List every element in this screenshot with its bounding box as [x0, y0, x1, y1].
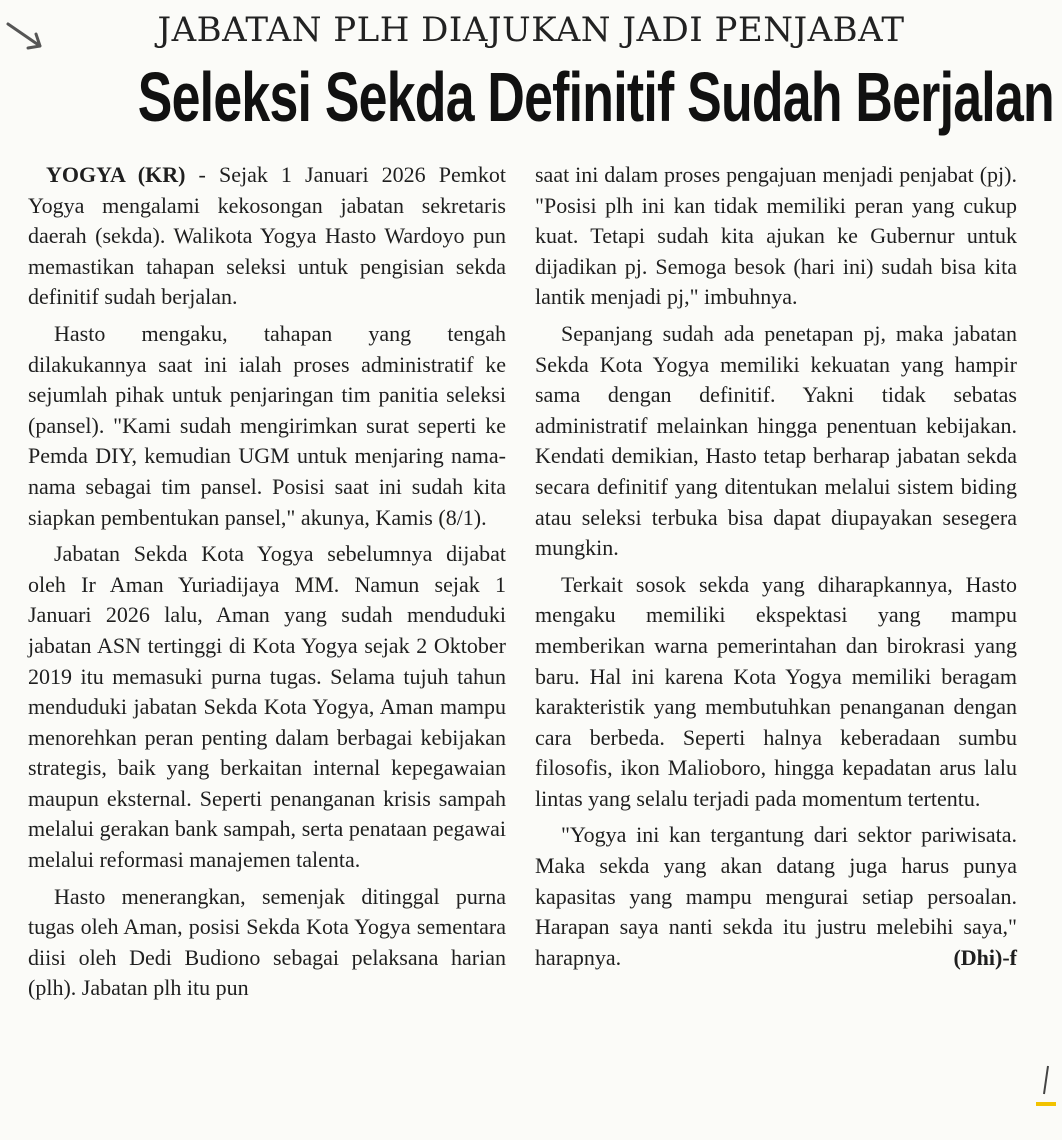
pen-stroke-icon: [1034, 1064, 1056, 1108]
paragraph-text: - Sejak 1 Januari 2026 Pemkot Yogya mengalami kekosongan jabatan sekretaris daerah (sekda). Walikota Yogya Hasto Wardoyo pun memastikan tahapan seleksi untuk pengisian sekda definitif sudah berjalan.: [28, 162, 506, 310]
paragraph: [28, 160, 506, 313]
paragraph: Sepanjang sudah ada penetapan pj, maka jabatan Sekda Kota Yogya memiliki kekuatan yang hampir sama dengan definitif. Yakni tidak sebatas administratif melainkan hingga penentuan kebijakan. Kendati demikian, Hasto tetap berharap jabatan sekda secara definitif yang ditentukan melalui sistem biding atau seleksi terbuka bisa dapat diupayakan sesegera mungkin.: [535, 320, 1017, 561]
left-column: [28, 160, 506, 1010]
paragraph: saat ini dalam proses pengajuan menjadi penjabat (pj). "Posisi plh ini kan tidak memiliki peran yang cukup kuat. Tetapi sudah kita ajukan ke Gubernur untuk dijadikan pj. Semoga besok (hari ini) sudah bisa kita lantik menjadi pj," imbuhnya.: [535, 162, 1017, 310]
paragraph: Hasto menerangkan, semenjak ditinggal purna tugas oleh Aman, posisi Sekda Kota Yogya sementara diisi oleh Dedi Budiono sebagai pelaksana harian (plh). Jabatan plh itu pun: [28, 883, 506, 1001]
article-kicker: JABATAN PLH DIAJUKAN JADI PENJABAT: [157, 10, 905, 50]
dateline: YOGYA (KR): [46, 162, 186, 187]
author-signature: (Dhi)-f: [953, 944, 1017, 970]
right-column: [535, 160, 1017, 979]
paragraph-text: "Yogya ini kan tergantung dari sektor pariwisata. Maka sekda yang akan datang juga harus punya kapasitas yang mampu mengurai setiap persoalan. Harapan saya nanti sekda itu justru melebihi saya," harapnya.: [535, 822, 1017, 970]
paragraph: Jabatan Sekda Kota Yogya sebelumnya dijabat oleh Ir Aman Yuriadijaya MM. Namun sejak 1 Januari 2026 lalu, Aman yang sudah menduduki jabatan ASN tertinggi di Kota Yogya sejak 2 Oktober 2019 itu memasuki purna tugas. Selama tujuh tahun menduduki jabatan Sekda Kota Yogya, Aman mampu menorehkan peran penting dalam berbagai kebijakan strategis, baik yang berkaitan internal kepegawaian maupun eksternal. Seperti penanganan krisis sampah melalui gerakan bank sampah, serta penataan pegawai melalui reformasi manajemen talenta.: [28, 541, 506, 873]
paragraph: Terkait sosok sekda yang diharapkannya, Hasto mengaku memiliki ekspektasi yang mampu memberikan warna pemerintahan dan birokrasi yang baru. Hal ini karena Kota Yogya memiliki beragam karakteristik yang membutuhkan penanganan dengan cara berbeda. Seperti halnya keberadaan sumbu filosofis, ikon Malioboro, hingga kepadatan arus lalu lintas yang selalu terjadi pada momentum tertentu.: [535, 571, 1017, 811]
article-headline: Seleksi Sekda Definitif Sudah Berjalan: [137, 58, 1054, 136]
paragraph: Hasto mengaku, tahapan yang tengah dilakukannya saat ini ialah proses administratif ke sejumlah pihak untuk penjaringan tim panitia seleksi (pansel). "Kami sudah mengirimkan surat seperti ke Pemda DIY, kemudian UGM untuk menjaring nama-nama sebagai tim pansel. Posisi saat ini sudah kita siapkan pembentukan pansel," akunya, Kamis (8/1).: [28, 320, 506, 530]
paragraph: [535, 820, 1017, 973]
